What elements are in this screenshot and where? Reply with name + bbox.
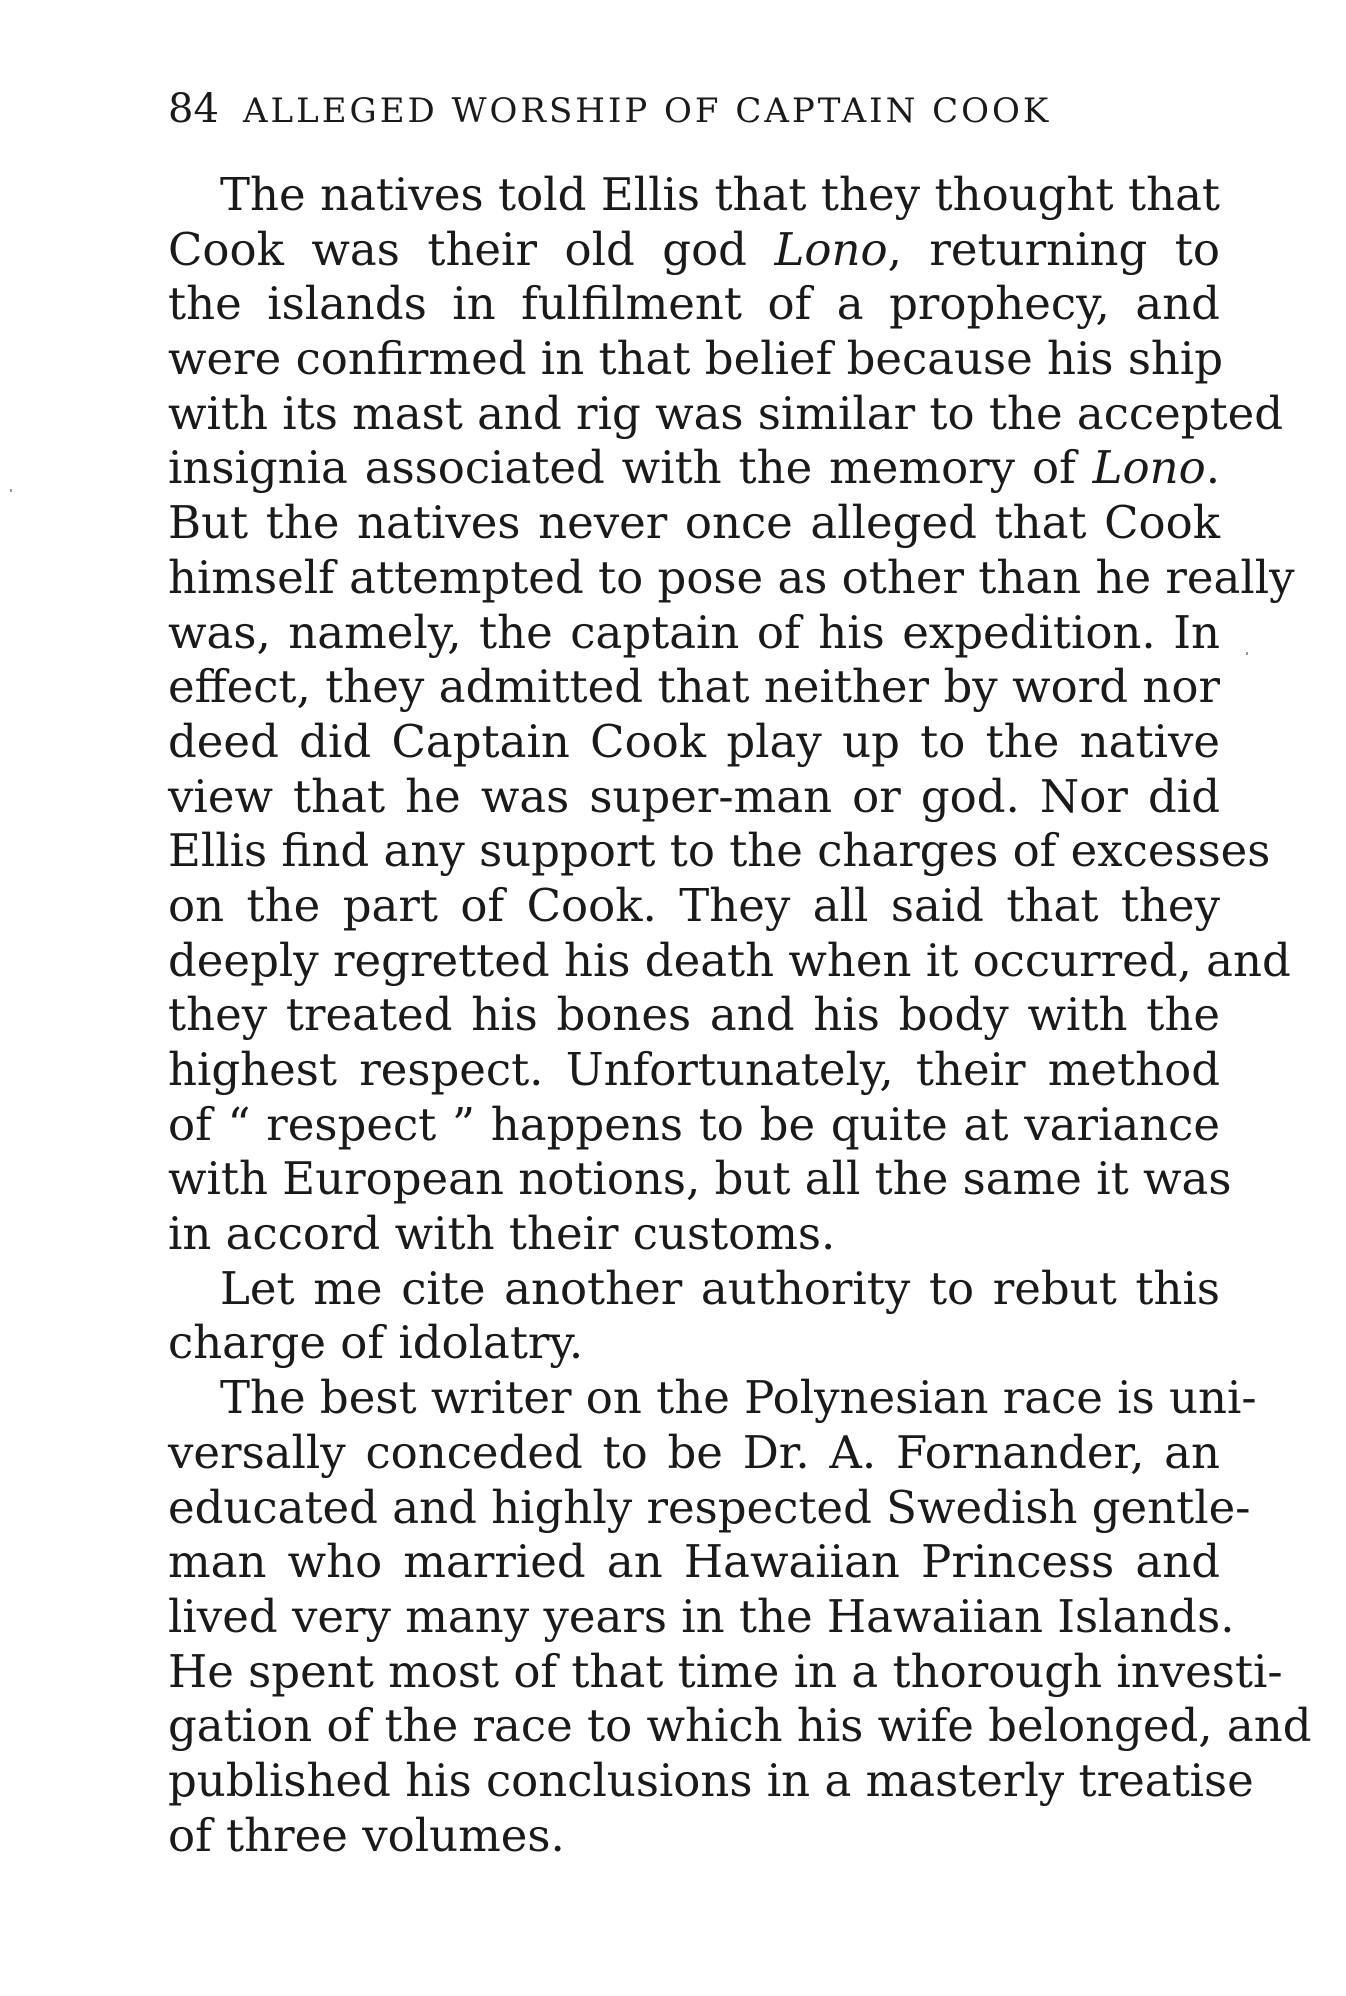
text-line: He spent most of that time in a thorough investi- — [168, 1644, 1283, 1698]
text-line: on the part of Cook. They all said that they — [168, 878, 1220, 932]
text-line: lived very many years in the Hawaiian Islands. — [168, 1589, 1235, 1643]
text-line: the islands in fulfilment of a prophecy, and — [168, 277, 1220, 331]
text-line: Let me cite another authority to rebut this — [220, 1261, 1220, 1315]
text-line: published his conclusions in a masterly treatise — [168, 1753, 1254, 1807]
text-line: insignia associated with the memory of Lono. — [168, 441, 1220, 495]
text-line: Cook was their old god Lono, returning to — [168, 222, 1220, 276]
text-line: of “ respect ” happens to be quite at variance — [168, 1097, 1220, 1151]
scan-speck — [10, 489, 12, 492]
text-line: man who married an Hawaiian Princess and — [168, 1535, 1220, 1589]
text-line: deed did Captain Cook play up to the native — [168, 714, 1220, 768]
italic-name: Lono — [774, 222, 888, 276]
text-line: The natives told Ellis that they thought that — [220, 168, 1220, 221]
body-text — [168, 168, 1312, 1863]
paragraph — [168, 1371, 1312, 1863]
text-line: gation of the race to which his wife belonged, and — [168, 1699, 1312, 1753]
italic-name: Lono — [1092, 441, 1206, 495]
text-line: was, namely, the captain of his expedition. In — [168, 605, 1220, 659]
page-number: 84 — [168, 86, 219, 132]
text-line: charge of idolatry. — [168, 1316, 584, 1370]
text-line: with its mast and rig was similar to the accepted — [168, 386, 1284, 440]
text-line: But the natives never once alleged that Cook — [168, 496, 1220, 550]
page-header — [168, 84, 1218, 136]
paragraph — [168, 1262, 1220, 1371]
text-line: Ellis find any support to the charges of excesses — [168, 824, 1271, 878]
text-line: were confirmed in that belief because his ship — [168, 332, 1224, 386]
text-line: with European notions, but all the same it was — [168, 1152, 1232, 1206]
text-line: The best writer on the Polynesian race is uni- — [220, 1371, 1257, 1425]
text-line: in accord with their customs. — [168, 1207, 836, 1261]
text-line: deeply regretted his death when it occurred, and — [168, 933, 1291, 987]
text-line: of three volumes. — [168, 1808, 565, 1862]
text-line: educated and highly respected Swedish gentle- — [168, 1480, 1251, 1534]
text-line: they treated his bones and his body with the — [168, 988, 1220, 1042]
text-line: himself attempted to pose as other than he really — [168, 550, 1295, 604]
text-line: effect, they admitted that neither by word nor — [168, 660, 1220, 714]
text-line: versally conceded to be Dr. A. Fornander, an — [168, 1425, 1220, 1479]
text-line: highest respect. Unfortunately, their method — [168, 1043, 1220, 1096]
running-head: ALLEGED WORSHIP OF CAPTAIN COOK — [243, 91, 1052, 131]
text-line: view that he was super-man or god. Nor did — [168, 769, 1220, 823]
paragraph — [168, 168, 1295, 1262]
scan-speck — [1246, 652, 1248, 655]
